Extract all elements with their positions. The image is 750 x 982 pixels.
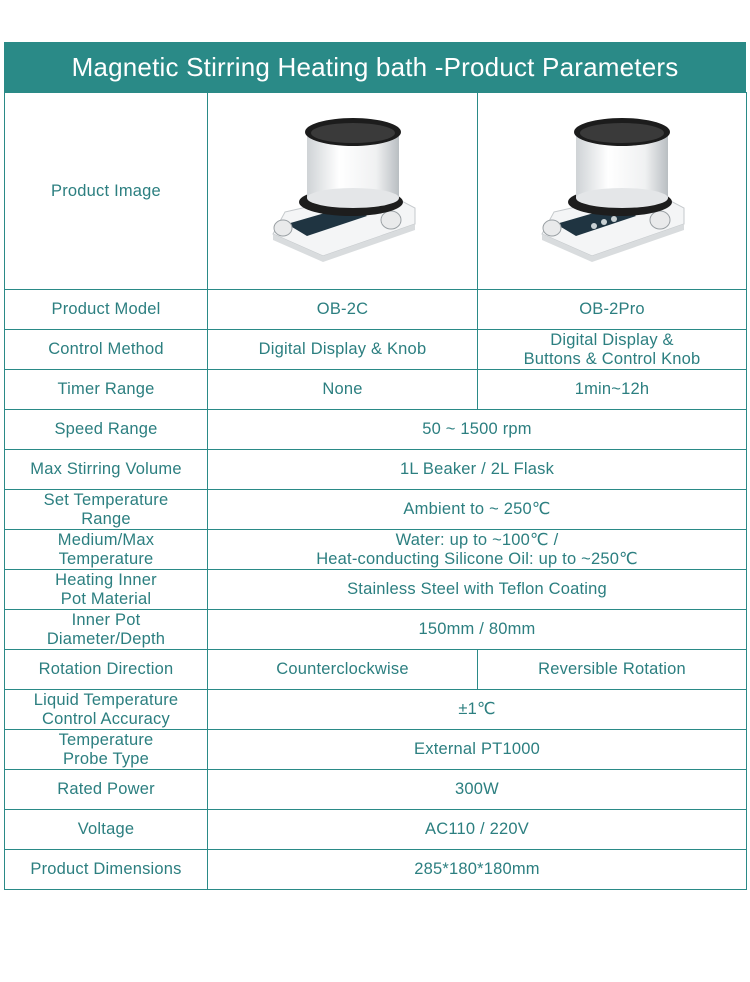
- value-set-temp: Ambient to ~ 250℃: [208, 490, 747, 530]
- row-probe-type: [5, 730, 747, 770]
- value-probe: External PT1000: [208, 730, 747, 770]
- label-speed-range: Speed Range: [5, 410, 208, 450]
- value-speed: 50 ~ 1500 rpm: [208, 410, 747, 450]
- label-pot-size: [5, 610, 208, 650]
- row-control-method: [5, 330, 747, 370]
- label-accuracy-line2: Control Accuracy: [42, 709, 170, 728]
- label-pot-material-line2: Pot Material: [60, 589, 152, 608]
- label-voltage: Voltage: [5, 810, 208, 850]
- label-timer-range: Timer Range: [5, 370, 208, 410]
- label-dimensions: Product Dimensions: [5, 850, 208, 890]
- product-image-ob-2c: [208, 93, 478, 290]
- row-voltage: [5, 810, 747, 850]
- label-rated-power: Rated Power: [5, 770, 208, 810]
- label-product-model: Product Model: [5, 290, 208, 330]
- row-pot-material: [5, 570, 747, 610]
- parameters-table: [4, 92, 747, 890]
- value-model-a: OB-2C: [208, 290, 478, 330]
- label-pot-material-line1: Heating Inner: [55, 570, 157, 589]
- label-set-temperature: [5, 490, 208, 530]
- value-volume: 1L Beaker / 2L Flask: [208, 450, 747, 490]
- label-product-image: Product Image: [5, 93, 208, 290]
- label-accuracy-line1: Liquid Temperature: [33, 690, 179, 709]
- product-image-ob-2pro: [478, 93, 747, 290]
- row-speed-range: [5, 410, 747, 450]
- stirrer-bath-image-knob: [263, 116, 423, 266]
- value-control-b-line1: Digital Display &: [550, 330, 674, 349]
- value-pot-size: 150mm / 80mm: [208, 610, 747, 650]
- parameters-sheet: [4, 42, 746, 890]
- value-model-b: OB-2Pro: [478, 290, 747, 330]
- value-power: 300W: [208, 770, 747, 810]
- value-timer-b: 1min~12h: [478, 370, 747, 410]
- label-rotation-direction: Rotation Direction: [5, 650, 208, 690]
- row-pot-size: [5, 610, 747, 650]
- value-medium-line2: Heat-conducting Silicone Oil: up to ~250℃: [316, 549, 638, 568]
- label-probe-line2: Probe Type: [62, 749, 150, 768]
- sheet-title: Magnetic Stirring Heating bath -Product Parameters: [4, 42, 746, 92]
- row-set-temperature: [5, 490, 747, 530]
- label-pot-size-line1: Inner Pot: [71, 610, 141, 629]
- label-pot-material: [5, 570, 208, 610]
- value-dimensions: 285*180*180mm: [208, 850, 747, 890]
- label-probe-type: [5, 730, 208, 770]
- row-medium-temperature: [5, 530, 747, 570]
- value-rotation-b: Reversible Rotation: [478, 650, 747, 690]
- row-rated-power: [5, 770, 747, 810]
- label-max-volume: Max Stirring Volume: [5, 450, 208, 490]
- row-rotation-direction: [5, 650, 747, 690]
- label-control-method: Control Method: [5, 330, 208, 370]
- value-control-a: Digital Display & Knob: [208, 330, 478, 370]
- value-control-b: [478, 330, 747, 370]
- label-medium-line2: Temperature: [58, 549, 154, 568]
- value-control-b-line2: Buttons & Control Knob: [523, 349, 701, 368]
- row-control-accuracy: [5, 690, 747, 730]
- label-pot-size-line2: Diameter/Depth: [46, 629, 166, 648]
- label-set-temp-line2: Range: [81, 509, 131, 528]
- label-medium-temperature: [5, 530, 208, 570]
- value-medium: [208, 530, 747, 570]
- label-medium-line1: Medium/Max: [57, 530, 155, 549]
- value-voltage: AC110 / 220V: [208, 810, 747, 850]
- value-pot-material: Stainless Steel with Teflon Coating: [208, 570, 747, 610]
- value-timer-a: None: [208, 370, 478, 410]
- row-product-image: [5, 93, 747, 290]
- label-set-temp-line1: Set Temperature: [43, 490, 169, 509]
- value-medium-line1: Water: up to ~100℃ /: [395, 530, 559, 549]
- row-max-volume: [5, 450, 747, 490]
- label-control-accuracy: [5, 690, 208, 730]
- row-timer-range: [5, 370, 747, 410]
- stirrer-bath-image-buttons: [532, 116, 692, 266]
- label-probe-line1: Temperature: [58, 730, 154, 749]
- row-product-model: [5, 290, 747, 330]
- value-accuracy: ±1℃: [208, 690, 747, 730]
- value-rotation-a: Counterclockwise: [208, 650, 478, 690]
- row-dimensions: [5, 850, 747, 890]
